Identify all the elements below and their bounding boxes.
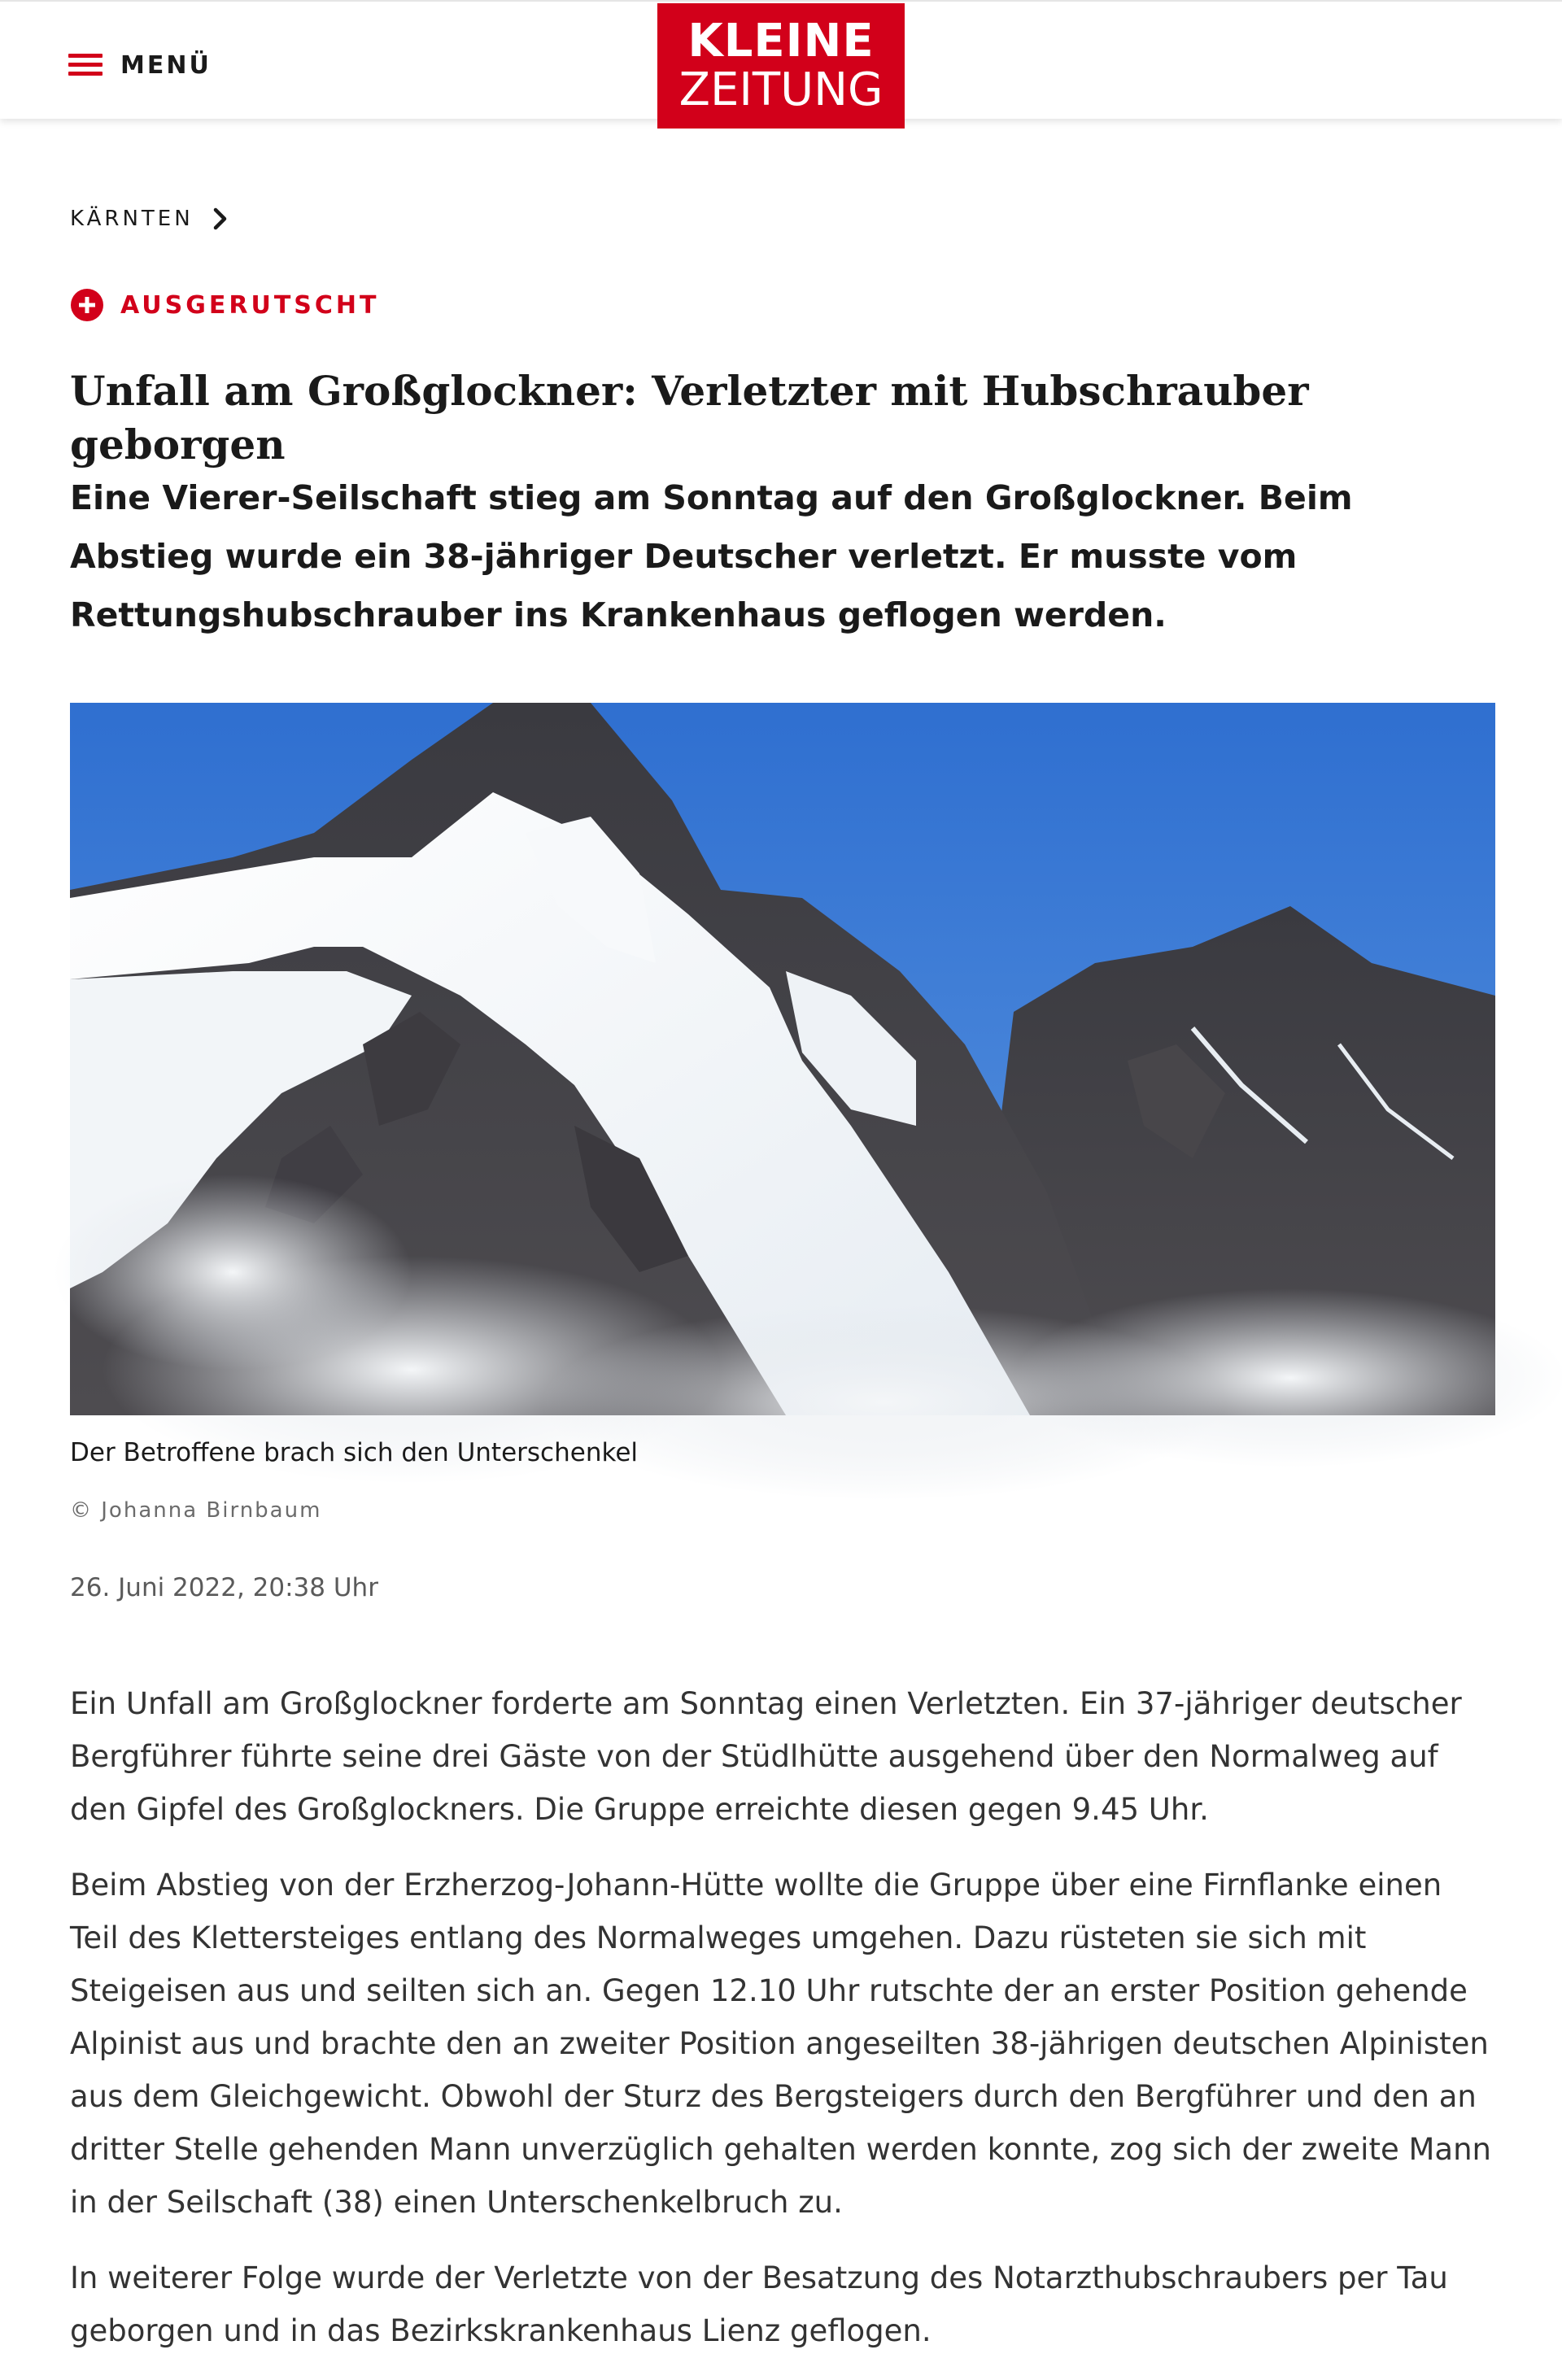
publish-date: 26. Juni 2022, 20:38 Uhr (70, 1573, 378, 1602)
menu-label: MENÜ (120, 50, 212, 80)
article-headline: Unfall am Großglockner: Verletzter mit Hubschrauber geborgen (70, 367, 1309, 469)
image-credit: © Johanna Birnbaum (70, 1498, 322, 1523)
breadcrumb-label[interactable]: KÄRNTEN (70, 207, 194, 231)
article-image[interactable] (70, 703, 1495, 1415)
logo-text-bottom: ZEITUNG (678, 63, 884, 116)
mountain-photo (70, 703, 1495, 1415)
body-paragraph: Ein Unfall am Großglockner forderte am Sonntag einen Verletzten. Ein 37-jähriger deutscher Bergführer führte seine drei Gäste von der Stüdlhütte ausgehend über den Normalweg auf den Gipfel des Großglockners. Die Gruppe erreichte diesen gegen 9.45 Uhr. (70, 1686, 1462, 1827)
kicker-label: AUSGERUTSCHT (120, 290, 380, 320)
image-caption: Der Betroffene brach sich den Unterschenkel (70, 1438, 638, 1467)
body-paragraph: Beim Abstieg von der Erzherzog-Johann-Hütte wollte die Gruppe über eine Firnflanke einen Teil des Klettersteiges entlang des Normalweges umgehen. Dazu rüsteten sie sich mit Steigeisen aus und seilten sich an. Gegen 12.10 Uhr rutschte der an erster Position gehende Alpinist aus und brachte den an zweiter Position angeseilten 38-jährigen deutschen Alpinisten aus dem Gleichgewicht. Obwohl der Sturz des Bergsteigers durch den Bergführer und den an dritter Stelle gehenden Mann unverzüglich gehalten werden konnte, zog sich der zweite Mann in der Seilschaft (38) einen Unterschenkelbruch zu. (70, 1868, 1491, 2220)
body-paragraph: In weiterer Folge wurde der Verletzte von der Besatzung des Notarzthubschraubers per Tau geborgen und in das Bezirkskrankenhaus Lienz geflogen. (70, 2260, 1448, 2348)
article-lead: Eine Vierer-Seilschaft stieg am Sonntag auf den Großglockner. Beim Abstieg wurde ein 38-jähriger Deutscher verletzt. Er musste vom Rettungshubschrauber ins Krankenhaus geflogen werden. (70, 478, 1353, 634)
logo-text-top: KLEINE (687, 15, 875, 68)
hamburger-icon (68, 54, 103, 76)
article-body (70, 1677, 1495, 2380)
article-kicker (70, 288, 380, 322)
menu-button[interactable] (68, 49, 212, 81)
site-logo[interactable] (657, 3, 905, 129)
plus-circle-icon (70, 288, 104, 322)
site-header (0, 0, 1562, 119)
breadcrumb[interactable] (70, 207, 229, 231)
chevron-right-icon (212, 207, 229, 231)
